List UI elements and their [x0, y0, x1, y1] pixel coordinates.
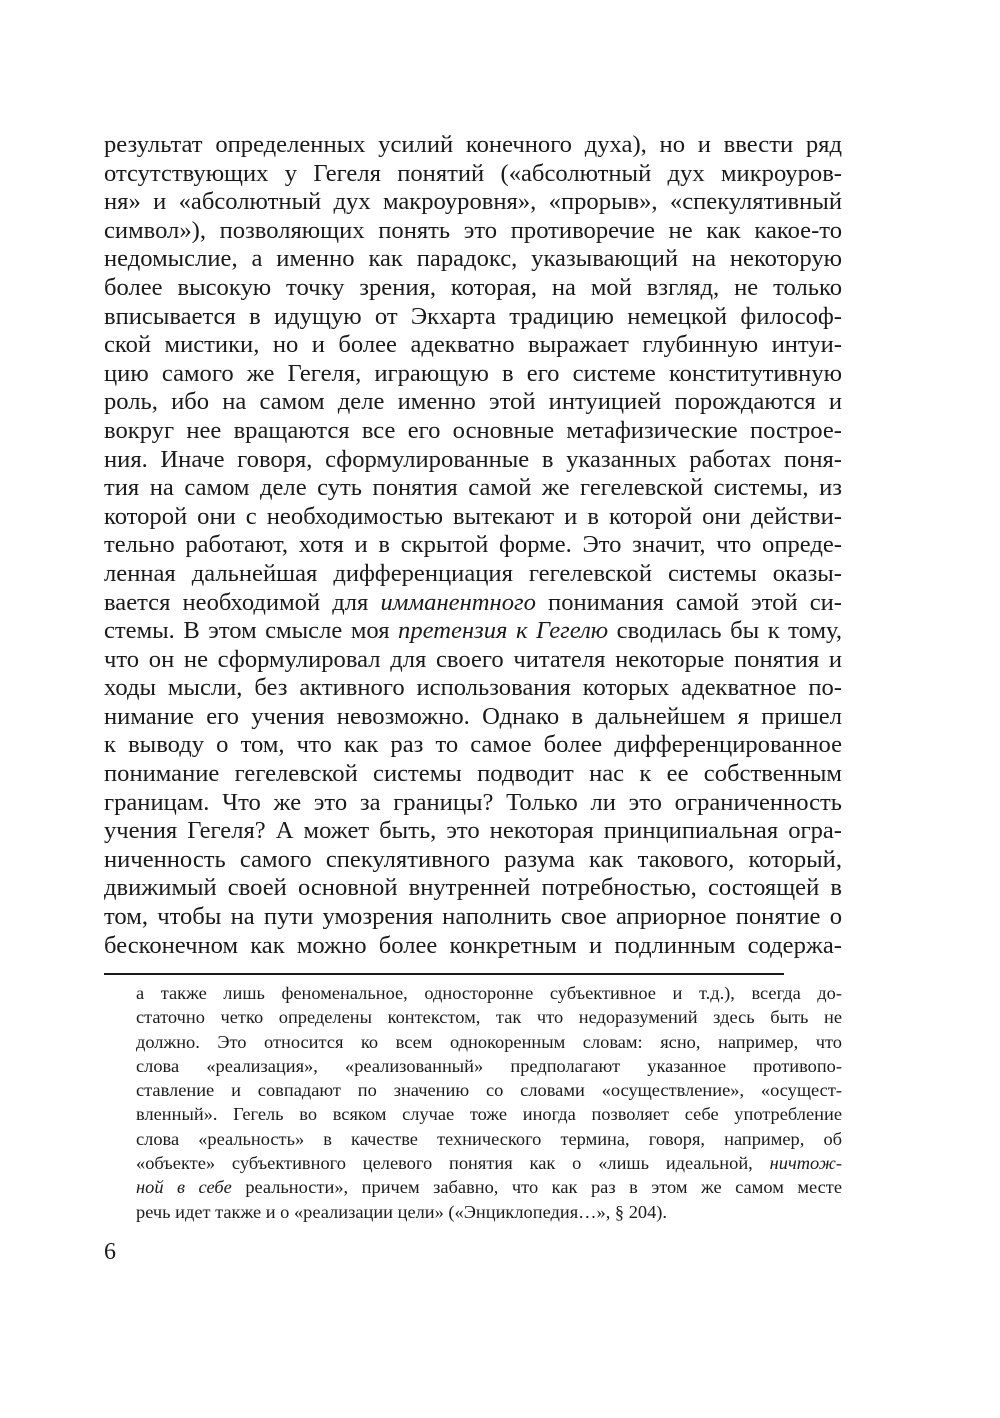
footnote-line: статочно четко определены контекстом, так что недоразумений здесь быть не: [136, 1007, 842, 1028]
main-text-body: [104, 131, 842, 960]
text-line: отсутствующих у Гегеля понятий («абсолютный дух микроуров-: [104, 159, 842, 187]
text-segment: сводилась бы к тому,: [608, 617, 842, 645]
text-line: бесконечном как можно более конкретным и подлинным содержа-: [104, 931, 842, 959]
text-line: ния. Иначе говоря, сформулированные в указанных работах поня-: [104, 445, 842, 473]
text-segment: стемы. В этом смысле моя: [104, 617, 399, 645]
text-line: к выводу о том, что как раз то самое более дифференцированное: [104, 731, 842, 759]
text-line: тия на самом деле суть понятия самой же гегелевской системы, из: [104, 474, 842, 502]
text-line: ходы мысли, без активного использования которых адекватное по-: [104, 674, 842, 702]
text-line: которой они с необходимостью вытекают и в которой они действи-: [104, 502, 842, 530]
text-line: том, чтобы на пути умозрения наполнить свое априорное понятие о: [104, 903, 842, 931]
italic-emphasis: ничтож-: [769, 1153, 842, 1174]
text-line: ленная дальнейшая дифференциация гегелевской системы оказы-: [104, 559, 842, 587]
text-line: ня» и «абсолютный дух макроуровня», «прорыв», «спекулятивный: [104, 188, 842, 216]
page-number: 6: [104, 1239, 116, 1265]
text-line: границам. Что же это за границы? Только ли это ограниченность: [104, 788, 842, 816]
text-line: понимание гегелевской системы подводит нас к ее собственным: [104, 760, 842, 788]
text-line: вписывается в идущую от Экхарта традицию немецкой философ-: [104, 302, 842, 330]
text-segment: реальности», причем забавно, что как раз в этом же самом месте: [231, 1177, 842, 1198]
footnote-line-with-emphasis: [136, 1151, 842, 1175]
text-line: ской мистики, но и более адекватно выражает глубинную интуи-: [104, 331, 842, 359]
text-line-with-emphasis: [104, 589, 842, 618]
italic-emphasis: претензия к Гегелю: [398, 617, 609, 645]
text-line: недомыслие, а именно как парадокс, указывающий на некоторую: [104, 245, 842, 273]
text-line: цию самого же Гегеля, играющую в его системе конститутивную: [104, 359, 842, 387]
footnote-line: а также лишь феноменальное, одностороннe субъективное и т.д.), всегда до-: [136, 983, 842, 1003]
text-line-with-emphasis: [104, 617, 842, 646]
text-line: результат определенных усилий конечного духа), но и ввести ряд: [104, 131, 842, 158]
footnote-line: слова «реальность» в качестве технического термина, говоря, например, об: [136, 1128, 842, 1149]
footnote-line: речь идет также и о «реализации цели» («Энциклопедия…», § 204).: [136, 1201, 668, 1222]
text-line: учения Гегеля? А может быть, это некоторая принципиальная огра-: [104, 817, 842, 845]
text-segment: понимания самой этой си-: [535, 588, 842, 616]
italic-emphasis: имманентного: [380, 588, 536, 616]
text-segment: «объекте» субъективного целевого понятия как о «лишь идеальной,: [136, 1153, 770, 1174]
footnote-separator: [104, 973, 784, 975]
italic-emphasis: ной в себе: [136, 1177, 232, 1198]
footnote: [136, 981, 842, 1224]
footnote-line-with-emphasis: [136, 1175, 842, 1199]
text-line: роль, ибо на самом деле именно этой интуицией порождаются и: [104, 388, 842, 416]
text-line: символ»), позволяющих понять это противоречие не как какое-то: [104, 216, 842, 244]
text-line: ниченность самого спекулятивного разума как такового, который,: [104, 845, 842, 873]
text-line: нимание его учения невозможно. Однако в дальнейшем я пришел: [104, 702, 842, 730]
text-line: более высокую точку зрения, которая, на мой взгляд, не только: [104, 273, 842, 301]
footnote-line: слова «реализация», «реализованный» предполагают указанное противопо-: [136, 1055, 842, 1076]
text-segment: вается необходимой для: [104, 588, 381, 616]
footnote-line: должно. Это относится ко всем однокоренным словам: ясно, например, что: [136, 1031, 842, 1052]
text-line: тельно работают, хотя и в скрытой форме. Это значит, что опреде-: [104, 531, 842, 559]
text-line: что он не сформулировал для своего читателя некоторые понятия и: [104, 645, 842, 673]
text-line: вокруг нее вращаются все его основные метафизические построе-: [104, 416, 842, 444]
footnote-line: вленный». Гегель во всяком случае тоже иногда позволяет себе употребление: [136, 1104, 842, 1125]
footnote-line: ставление и совпадают по значению со словами «осуществление», «осущест-: [136, 1080, 842, 1101]
text-line: движимый своей основной внутренней потребностью, состоящей в: [104, 874, 842, 902]
